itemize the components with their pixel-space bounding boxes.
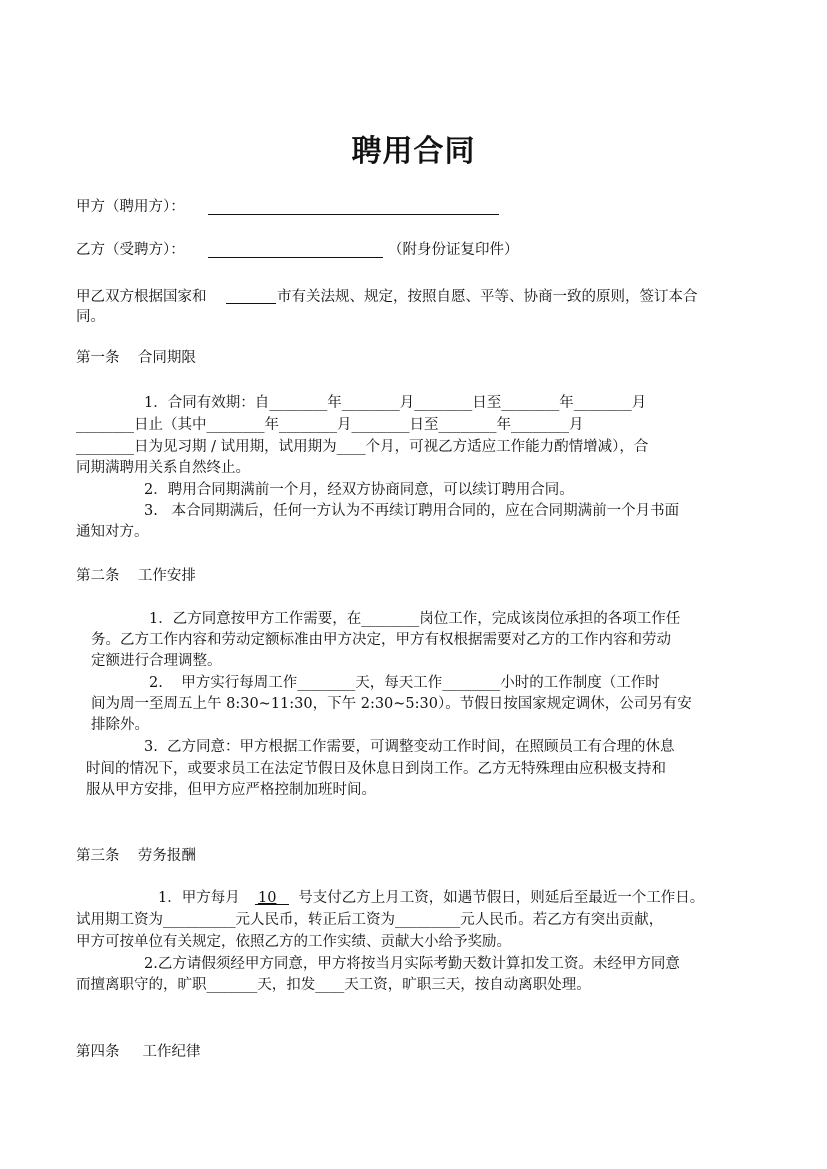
art1-p1-line3: ________日为见习期 / 试用期，试用期为____个月，可视乙方适应工作能力酌情增减），合 [76,439,649,455]
party-a-blank [208,214,499,215]
document-title: 聘用合同 [351,134,476,169]
art3-p1-line3: 甲方可按单位有关规定，依照乙方的工作实绩、贡献大小给予奖励。 [76,934,511,950]
art1-p3-line2: 通知对方。 [76,524,149,540]
party-a-label: 甲方（聘用方）： [76,199,185,215]
article-2-heading: 第二条 工作安排 [76,568,196,584]
art2-p3-line1: 3. 乙方同意：甲方根据工作需要，可调整变动工作时间，在照顾员工有合理的休息 [144,739,675,755]
art3-p1-line2: 试用期工资为__________元人民币，转正后工资为_________元人民币。若乙方有突出贡献， [76,912,664,928]
art2-p3-line3: 服从甲方安排，但甲方应严格控制加班时间。 [86,782,376,798]
art1-p1-line4: 同期满聘用关系自然终止。 [76,460,250,476]
article-3-heading: 第三条 劳务报酬 [76,848,196,864]
art3-p2-line1: 2.乙方请假须经甲方同意，甲方将按当月实际考勤天数计算扣发工资。未经甲方同意 [144,956,680,972]
party-b-note: （附身份证复印件） [388,242,519,258]
city-blank [226,303,276,304]
art2-p1-line1: 1．乙方同意按甲方工作需要，在________岗位工作，完成该岗位承担的各项工作任 [149,611,681,627]
preamble-rest: 市有关法规、规定，按照自愿、平等、协商一致的原则，签订本合 [277,289,698,305]
preamble-end: 同。 [76,309,105,325]
art2-p2-line3: 排除外。 [91,717,149,733]
pay-day-underline [255,904,289,905]
preamble-start: 甲乙双方根据国家和 [76,289,207,305]
article-1-heading: 第一条 合同期限 [76,350,196,366]
party-b-label: 乙方（受聘方）： [76,242,185,258]
art2-p2-line2: 间为周一至周五上午 8:30~11:30，下午 2:30~5:30）。节假日按国家规定调休，公司另有安 [91,696,692,712]
art3-p1-line1-start: 1．甲方每月 [158,890,245,906]
art1-p3-line1: 3. 本合同期满后，任何一方认为不再续订聘用合同的，应在合同期满前一个月书面 [144,503,680,519]
art2-p2-line1: 2. 甲方实行每周工作________天，每天工作________小时的工作制度（工作时 [149,675,660,691]
art1-p1-line1: 1．合同有效期：自________年________月________日至________年________月 [144,395,647,411]
art2-p1-line2: 务。乙方工作内容和劳动定额标准由甲方决定，甲方有权根据需要对乙方的工作内容和劳动 [91,632,671,648]
art2-p3-line2: 时间的情况下，或要求员工在法定节假日及休息日到岗工作。乙方无特殊理由应积极支持和 [86,761,666,777]
art2-p1-line3: 定额进行合理调整。 [91,653,222,669]
article-4-heading: 第四条 工作纪律 [76,1044,201,1060]
art3-p1-line1-end: 号支付乙方上月工资，如遇节假日，则延后至最近一个工作日。 [289,890,705,906]
art1-p1-line2: ________日止（其中________年________月________日至________年________月 [76,417,584,433]
art1-p2: 2．聘用合同期满前一个月，经双方协商同意，可以续订聘用合同。 [144,482,574,498]
party-b-blank [208,257,383,258]
pay-day-value: 10 [258,890,277,906]
art3-p2-line2: 而擅离职守的，旷职_______天，扣发____天工资，旷职三天，按自动离职处理。 [76,977,591,993]
